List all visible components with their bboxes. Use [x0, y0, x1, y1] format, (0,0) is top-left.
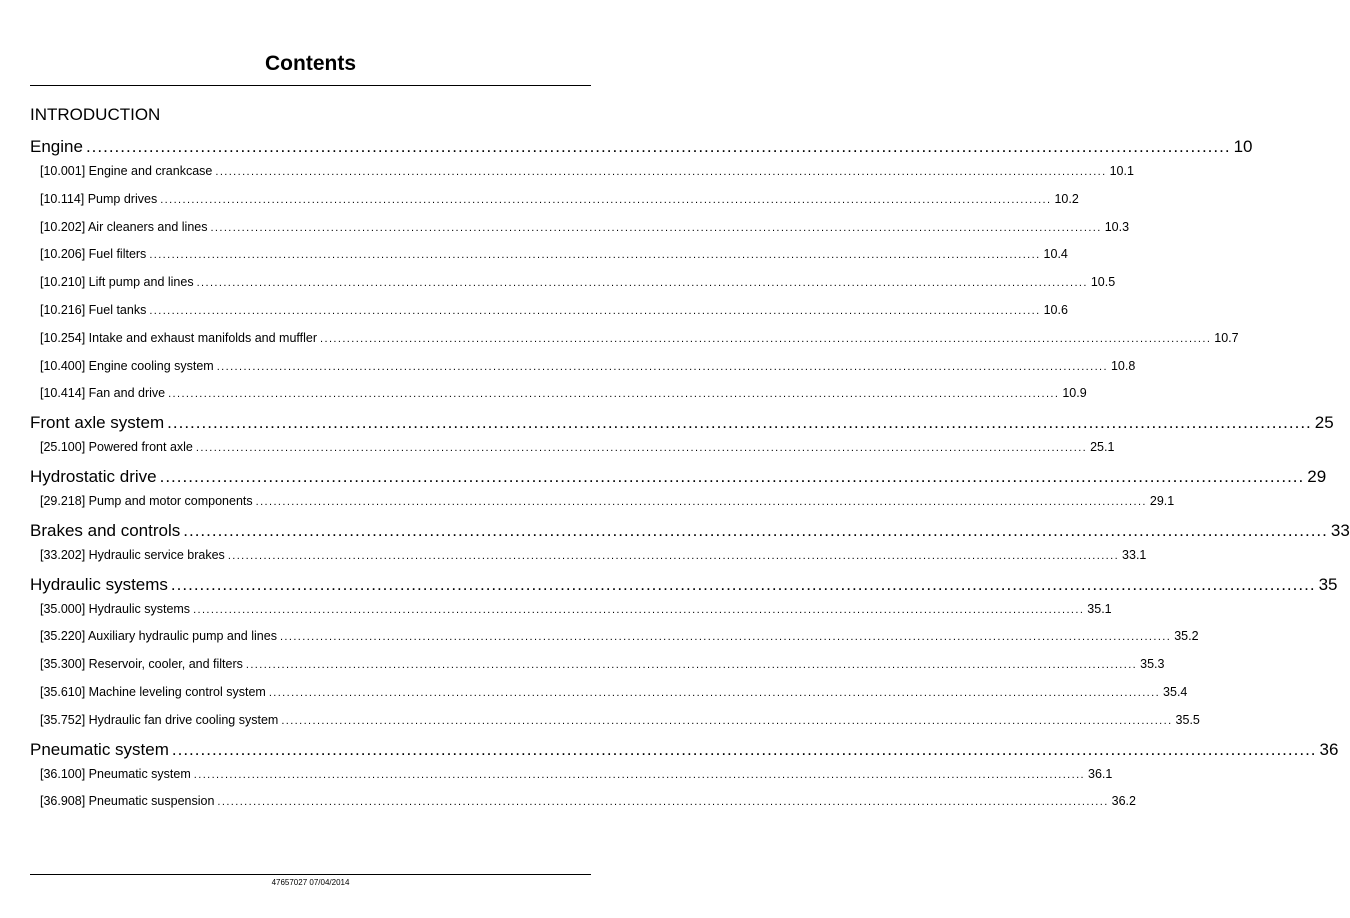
toc-section[interactable]	[30, 574, 1338, 595]
dot-leader: ........................................................................................................................................................................................................	[195, 442, 1088, 455]
toc-section[interactable]	[30, 466, 1327, 487]
dot-leader: ........................................................................................................................................................................................................	[193, 603, 1085, 616]
toc-section-label: Hydrostatic drive	[30, 466, 157, 486]
toc-entry-page-number: 35.5	[1175, 712, 1200, 727]
toc-entry-page-number: 33.1	[1122, 547, 1147, 562]
toc-entry[interactable]	[30, 330, 1239, 346]
toc-section-page-number: 35	[1318, 574, 1338, 594]
bottom-divider	[30, 874, 591, 875]
toc-entry-label: [10.001] Engine and crankcase	[40, 164, 213, 178]
toc-entry[interactable]	[30, 601, 1112, 617]
toc-entry-label: [25.100] Powered front axle	[40, 440, 193, 455]
toc-entry-label: [35.220] Auxiliary hydraulic pump and lines	[40, 629, 277, 644]
toc-entry-page-number: 35.4	[1163, 684, 1188, 699]
toc-section[interactable]	[30, 520, 1350, 541]
toc-entry[interactable]	[30, 358, 1136, 374]
toc-entry[interactable]	[30, 246, 1068, 262]
intro-heading[interactable]: INTRODUCTION	[30, 105, 161, 124]
page-footer: 47657027 07/04/2014	[271, 878, 350, 887]
dot-leader: ........................................................................................................................................................................................................	[255, 495, 1147, 508]
dot-leader: ........................................................................................................................................................................................................	[149, 249, 1041, 262]
toc-entry-label: [36.908] Pneumatic suspension	[40, 794, 215, 809]
toc-entry[interactable]	[30, 439, 1115, 455]
toc-entry[interactable]	[30, 219, 1130, 235]
dot-leader: ........................................................................................................................................................................................................	[149, 304, 1041, 317]
toc-section-label: Pneumatic system	[30, 739, 169, 759]
dot-leader: ........................................................................................................................................................................................................	[216, 360, 1108, 373]
toc-entry-label: [36.100] Pneumatic system	[40, 766, 191, 781]
dot-leader: ........................................................................................................................................................................................................	[210, 221, 1102, 234]
toc-entry[interactable]	[30, 385, 1087, 401]
toc-entry-page-number: 10.7	[1214, 330, 1239, 345]
toc-entry-page-number: 10.8	[1110, 358, 1136, 373]
toc-section-page-number: 25	[1314, 413, 1334, 433]
toc-entry-label: [10.202] Air cleaners and lines	[40, 219, 208, 234]
toc-section-label: Hydraulic systems	[30, 574, 168, 594]
toc-entry-page-number: 10.2	[1054, 191, 1079, 206]
toc-entry-label: [10.206] Fuel filters	[40, 247, 147, 262]
toc-entry[interactable]	[30, 493, 1175, 509]
toc-section-label: Engine	[30, 137, 83, 156]
dot-leader: ........................................................................................................................................................................................................	[279, 631, 1172, 644]
table-of-contents	[30, 132, 1350, 821]
dot-leader: ........................................................................................................................................................................................................	[193, 768, 1086, 781]
toc-section[interactable]	[30, 137, 1253, 157]
dot-leader: ........................................................................................................................................................................................................	[168, 388, 1060, 401]
toc-entry-page-number: 35.2	[1174, 629, 1199, 644]
dot-leader: ........................................................................................................................................................................................................	[245, 659, 1138, 672]
toc-entry-label: [10.414] Fan and drive	[40, 386, 166, 401]
dot-leader: ........................................................................................................................................................................................................	[170, 574, 1316, 594]
toc-entry-page-number: 10.6	[1043, 302, 1068, 317]
toc-entry[interactable]	[30, 191, 1079, 207]
toc-entry-label: [10.216] Fuel tanks	[40, 302, 147, 317]
top-divider	[30, 85, 591, 86]
toc-entry[interactable]	[30, 793, 1136, 809]
toc-entry-page-number: 29.1	[1149, 493, 1175, 508]
dot-leader: ........................................................................................................................................................................................................	[217, 796, 1109, 809]
toc-entry[interactable]	[30, 628, 1199, 644]
toc-entry[interactable]	[30, 712, 1200, 728]
toc-section[interactable]	[30, 739, 1339, 760]
toc-entry-label: [10.254] Intake and exhaust manifolds and muffler	[40, 330, 318, 345]
toc-entry-page-number: 10.9	[1062, 386, 1087, 401]
toc-entry-label: [35.610] Machine leveling control system	[40, 684, 266, 699]
toc-entry-label: [35.752] Hydraulic fan drive cooling system	[40, 712, 279, 727]
toc-entry-label: [10.400] Engine cooling system	[40, 358, 214, 373]
dot-leader: ........................................................................................................................................................................................................	[281, 714, 1173, 727]
toc-entry-label: [35.000] Hydraulic systems	[40, 601, 191, 616]
toc-entry-page-number: 35.1	[1087, 601, 1112, 616]
toc-entry[interactable]	[30, 684, 1188, 700]
toc-section-label: Front axle system	[30, 413, 165, 433]
toc-entry-label: [29.218] Pump and motor components	[40, 493, 253, 508]
dot-leader: ........................................................................................................................................................................................................	[167, 413, 1312, 433]
toc-entry[interactable]	[30, 766, 1113, 782]
toc-entry[interactable]	[30, 302, 1068, 318]
toc-entry-page-number: 10.1	[1109, 164, 1134, 178]
toc-entry-label: [33.202] Hydraulic service brakes	[40, 547, 225, 562]
toc-section-page-number: 10	[1233, 137, 1253, 156]
toc-entry-page-number: 10.3	[1104, 219, 1130, 234]
dot-leader: ........................................................................................................................................................................................................	[196, 277, 1088, 290]
toc-entry-label: [10.114] Pump drives	[40, 191, 158, 206]
toc-section-label: Brakes and controls	[30, 520, 181, 540]
dot-leader: ........................................................................................................................................................................................................	[227, 549, 1120, 562]
dot-leader: ........................................................................................................................................................................................................	[320, 332, 1212, 345]
dot-leader: ........................................................................................................................................................................................................	[183, 520, 1328, 540]
toc-entry-label: [35.300] Reservoir, cooler, and filters	[40, 657, 243, 672]
dot-leader: ........................................................................................................................................................................................................	[159, 466, 1305, 486]
toc-entry[interactable]	[30, 656, 1165, 672]
toc-entry[interactable]	[30, 274, 1116, 290]
page-title: Contents	[265, 52, 356, 75]
dot-leader: ........................................................................................................................................................................................................	[268, 686, 1161, 699]
toc-entry[interactable]	[30, 163, 1134, 179]
toc-section-page-number: 33	[1330, 520, 1350, 540]
toc-entry-page-number: 10.5	[1090, 275, 1116, 290]
dot-leader: ........................................................................................................................................................................................................	[215, 166, 1107, 178]
toc-entry-page-number: 35.3	[1140, 657, 1165, 672]
toc-entry-page-number: 36.2	[1111, 794, 1136, 809]
toc-entry[interactable]	[30, 547, 1147, 563]
toc-entry-page-number: 36.1	[1088, 766, 1113, 781]
toc-section-page-number: 36	[1319, 739, 1339, 759]
dot-leader: ........................................................................................................................................................................................................	[160, 193, 1052, 206]
toc-entry-page-number: 10.4	[1043, 247, 1068, 262]
toc-section[interactable]	[30, 413, 1334, 433]
toc-entry-page-number: 25.1	[1090, 440, 1115, 455]
toc-entry-label: [10.210] Lift pump and lines	[40, 275, 194, 290]
dot-leader: ........................................................................................................................................................................................................	[85, 137, 1231, 156]
dot-leader: ........................................................................................................................................................................................................	[171, 739, 1317, 759]
toc-section-page-number: 29	[1307, 466, 1327, 486]
